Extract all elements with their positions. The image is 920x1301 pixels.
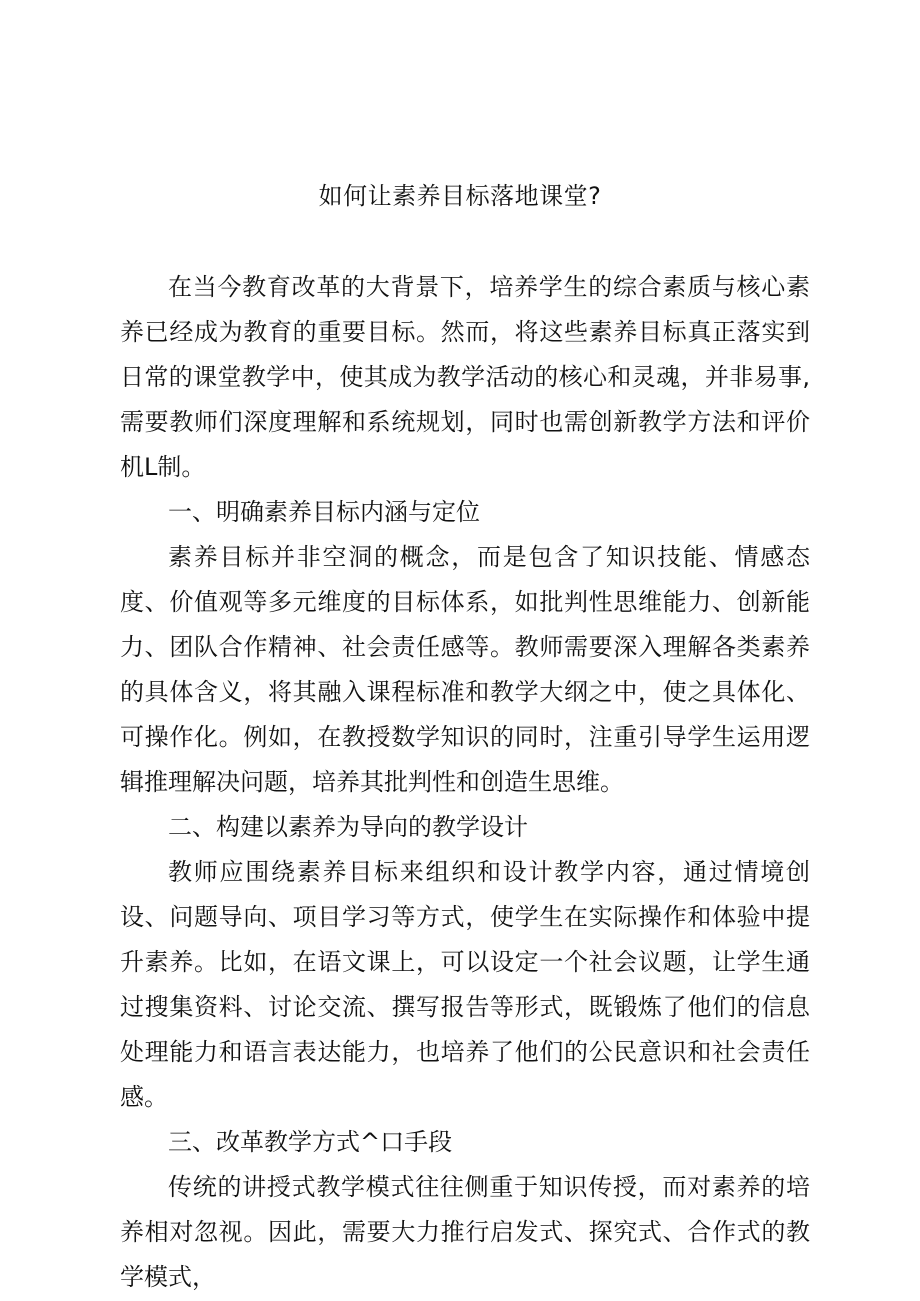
section-paragraph-2: 教师应围绕素养目标来组织和设计教学内容，通过情境创设、问题导向、项目学习等方式，使学生在实际操作和体验中提升素养。比如，在语文课上，可以设定一个社会议题，让学生通过搜集资料、讨论交流、撰写报告等形式，既锻炼了他们的信息处理能力和语言表达能力，也培养了他们的公民意识和社会责任感。 [120,858,810,1111]
section-heading-3: 三、改革教学方式^口手段 [168,1128,453,1156]
document-title: 如何让素养目标落地课堂? [318,182,602,210]
section-heading-2: 二、构建以素养为导向的教学设计 [168,813,528,841]
section-paragraph-1: 素养目标并非空洞的概念，而是包含了知识技能、情感态度、价值观等多元维度的目标体系，如批判性思维能力、创新能力、团队合作精神、社会责任感等。教师需要深入理解各类素养的具体含义，将其融入课程标准和教学大纲之中，使之具体化、可操作化。例如，在教授数学知识的同时，注重引导学生运用逻辑推理解决问题，培养其批判性和创造生思维。 [120,543,810,796]
section-paragraph-3: 传统的讲授式教学模式往往侧重于知识传授，而对素养的培养相对忽视。因此，需要大力推行启发式、探究式、合作式的教学模式， [120,1173,810,1291]
intro-paragraph: 在当今教育改革的大背景下，培养学生的综合素质与核心素养已经成为教育的重要目标。然而，将这些素养目标真正落实到日常的课堂教学中，使其成为教学活动的核心和灵魂，并非易事,需要教师们深度理解和系统规划，同时也需创新教学方法和评价机L制。 [120,273,810,481]
document-body [120,265,810,1300]
section-heading-1: 一、明确素养目标内涵与定位 [168,498,480,526]
